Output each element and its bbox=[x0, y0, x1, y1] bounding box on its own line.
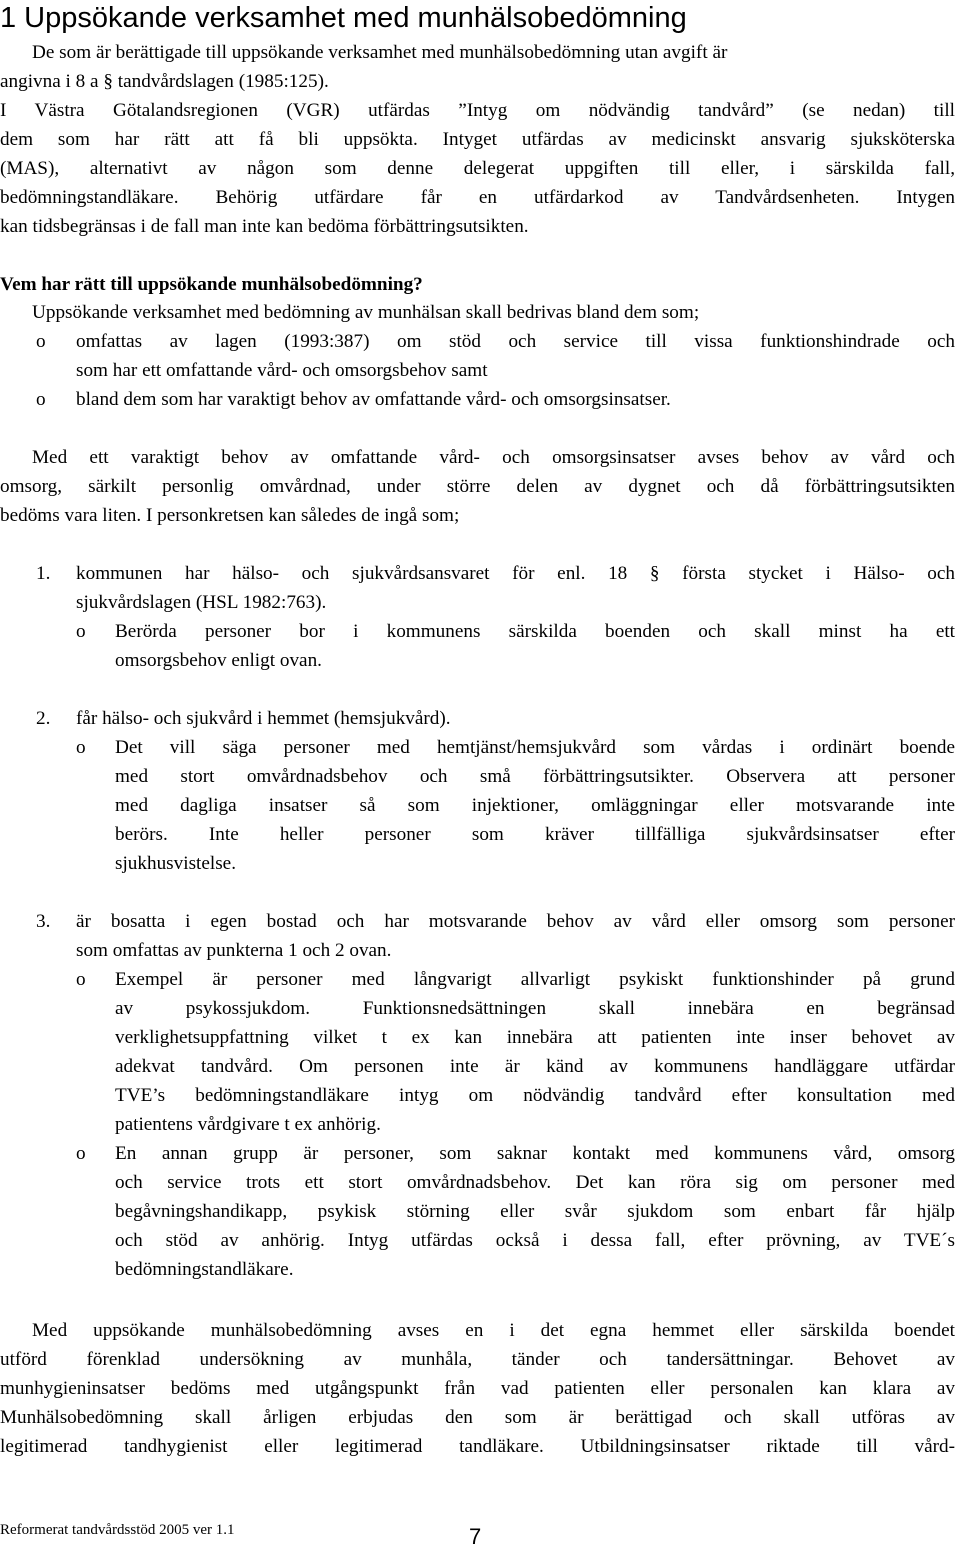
closing-line: legitimerad tandhygienist eller legitimerad tandläkare. Utbildningsinsatser riktade till vård- bbox=[0, 1436, 955, 1457]
definition-line: Med ett varaktigt behov av omfattande vård- och omsorgsinsatser avses behov av vård och bbox=[32, 447, 955, 468]
intro-line: I Västra Götalandsregionen (VGR) utfärdas ”Intyg om nödvändig tandvård” (se nedan) till bbox=[0, 100, 955, 121]
sub-bullet-line: Det vill säga personer med hemtjänst/hemsjukvård som vårdas i ordinärt boende bbox=[115, 737, 955, 758]
sub-bullet-line: adekvat tandvård. Om personen inte är känd av kommunens handläggare utfärdar bbox=[115, 1056, 955, 1077]
sub-bullet-line: berörs. Inte heller personer som kräver tillfälliga sjukvårdsinsatser efter bbox=[115, 824, 955, 845]
list-line: är bosatta i egen bostad och har motsvarande behov av vård eller omsorg som personer bbox=[76, 911, 955, 932]
intro-line: dem som har rätt att få bli uppsökta. Intyget utfärdas av medicinskt ansvarig sjuksköterska bbox=[0, 129, 955, 150]
sub-bullet-line: och service trots ett stort omvårdnadsbehov. Det kan röra sig om personer med bbox=[115, 1172, 955, 1193]
sub-bullet-line: med dagliga insatser så som injektioner, omläggningar eller motsvarande inte bbox=[115, 795, 955, 816]
page-number: 7 bbox=[469, 1524, 482, 1549]
sub-bullet-line: En annan grupp är personer, som saknar kontakt med kommunens vård, omsorg bbox=[115, 1143, 955, 1164]
section-heading: 1 Uppsökande verksamhet med munhälsobedömning bbox=[0, 2, 687, 34]
sub-bullet-line: Berörda personer bor i kommunens särskilda boenden och skall minst ha ett bbox=[115, 621, 955, 642]
list-number: 1. bbox=[36, 563, 51, 584]
sub-bullet-line: verklighetsuppfattning vilket t ex kan innebära att patienten inte inser behovet av bbox=[115, 1027, 955, 1048]
sub-bullet-line: Exempel är personer med långvarigt allvarligt psykiskt funktionshinder på grund bbox=[115, 969, 955, 990]
list-number: 3. bbox=[36, 911, 51, 932]
bullet-marker: o bbox=[76, 969, 86, 990]
eligibility-lead: Uppsökande verksamhet med bedömning av munhälsan skall bedrivas bland dem som; bbox=[32, 302, 700, 323]
sub-bullet-line: begåvningshandikapp, psykisk störning eller svår sjukdom som enbart får hjälp bbox=[115, 1201, 955, 1222]
intro-line: bedömningstandläkare. Behörig utfärdare får en utfärdarkod av Tandvårdsenheten. Intygen bbox=[0, 187, 955, 208]
sub-bullet-line: sjukhusvistelse. bbox=[115, 853, 236, 874]
closing-line: Munhälsobedömning skall årligen erbjudas den som är berättigad och skall utföras av bbox=[0, 1407, 955, 1428]
subheading: Vem har rätt till uppsökande munhälsobedömning? bbox=[0, 274, 423, 295]
bullet-marker: o bbox=[36, 389, 46, 410]
sub-bullet-line: med stort omvårdnadsbehov och små förbättringsutsikter. Observera att personer bbox=[115, 766, 955, 787]
bullet-marker: o bbox=[36, 331, 46, 352]
definition-line: bedöms vara liten. I personkretsen kan således de ingå som; bbox=[0, 505, 460, 526]
list-number: 2. bbox=[36, 708, 51, 729]
intro-line: (MAS), alternativt av någon som denne delegerat uppgiften till eller, i särskilda fall, bbox=[0, 158, 955, 179]
list-line: sjukvårdslagen (HSL 1982:763). bbox=[76, 592, 327, 613]
list-line: kommunen har hälso- och sjukvårdsansvaret för enl. 18 § första stycket i Hälso- och bbox=[76, 563, 955, 584]
intro-line: De som är berättigade till uppsökande verksamhet med munhälsobedömning utan avgift är bbox=[32, 42, 728, 63]
definition-line: omsorg, särkilt personlig omvårdnad, under större delen av dygnet och då förbättringsutsikten bbox=[0, 476, 955, 497]
closing-line: utförd förenklad undersökning av munhåla, tänder och tandersättningar. Behovet av bbox=[0, 1349, 955, 1370]
sub-bullet-line: av psykossjukdom. Funktionsnedsättningen skall innebära en begränsad bbox=[115, 998, 955, 1019]
bullet-marker: o bbox=[76, 737, 86, 758]
closing-line: munhygieninsatser bedöms med utgångspunkt från vad patienten eller personalen kan klara av bbox=[0, 1378, 955, 1399]
intro-line: angivna i 8 a § tandvårdslagen (1985:125). bbox=[0, 71, 329, 92]
list-line: som omfattas av punkterna 1 och 2 ovan. bbox=[76, 940, 392, 961]
bullet-line: omfattas av lagen (1993:387) om stöd och service till vissa funktionshindrade och bbox=[76, 331, 955, 352]
sub-bullet-line: patientens vårdgivare t ex anhörig. bbox=[115, 1114, 381, 1135]
list-line: får hälso- och sjukvård i hemmet (hemsjukvård). bbox=[76, 708, 451, 729]
sub-bullet-line: och stöd av anhörig. Intyg utfärdas också i dessa fall, efter prövning, av TVE´s bbox=[115, 1230, 955, 1251]
bullet-line: bland dem som har varaktigt behov av omfattande vård- och omsorgsinsatser. bbox=[76, 389, 671, 410]
footer-title: Reformerat tandvårdsstöd 2005 ver 1.1 bbox=[0, 1522, 235, 1538]
closing-line: Med uppsökande munhälsobedömning avses en i det egna hemmet eller särskilda boendet bbox=[32, 1320, 955, 1341]
bullet-marker: o bbox=[76, 621, 86, 642]
sub-bullet-line: bedömningstandläkare. bbox=[115, 1259, 294, 1280]
bullet-marker: o bbox=[76, 1143, 86, 1164]
sub-bullet-line: TVE’s bedömningstandläkare intyg om nödvändig tandvård efter konsultation med bbox=[115, 1085, 955, 1106]
bullet-line: som har ett omfattande vård- och omsorgsbehov samt bbox=[76, 360, 488, 381]
sub-bullet-line: omsorgsbehov enligt ovan. bbox=[115, 650, 322, 671]
intro-line: kan tidsbegränsas i de fall man inte kan bedöma förbättringsutsikten. bbox=[0, 216, 529, 237]
